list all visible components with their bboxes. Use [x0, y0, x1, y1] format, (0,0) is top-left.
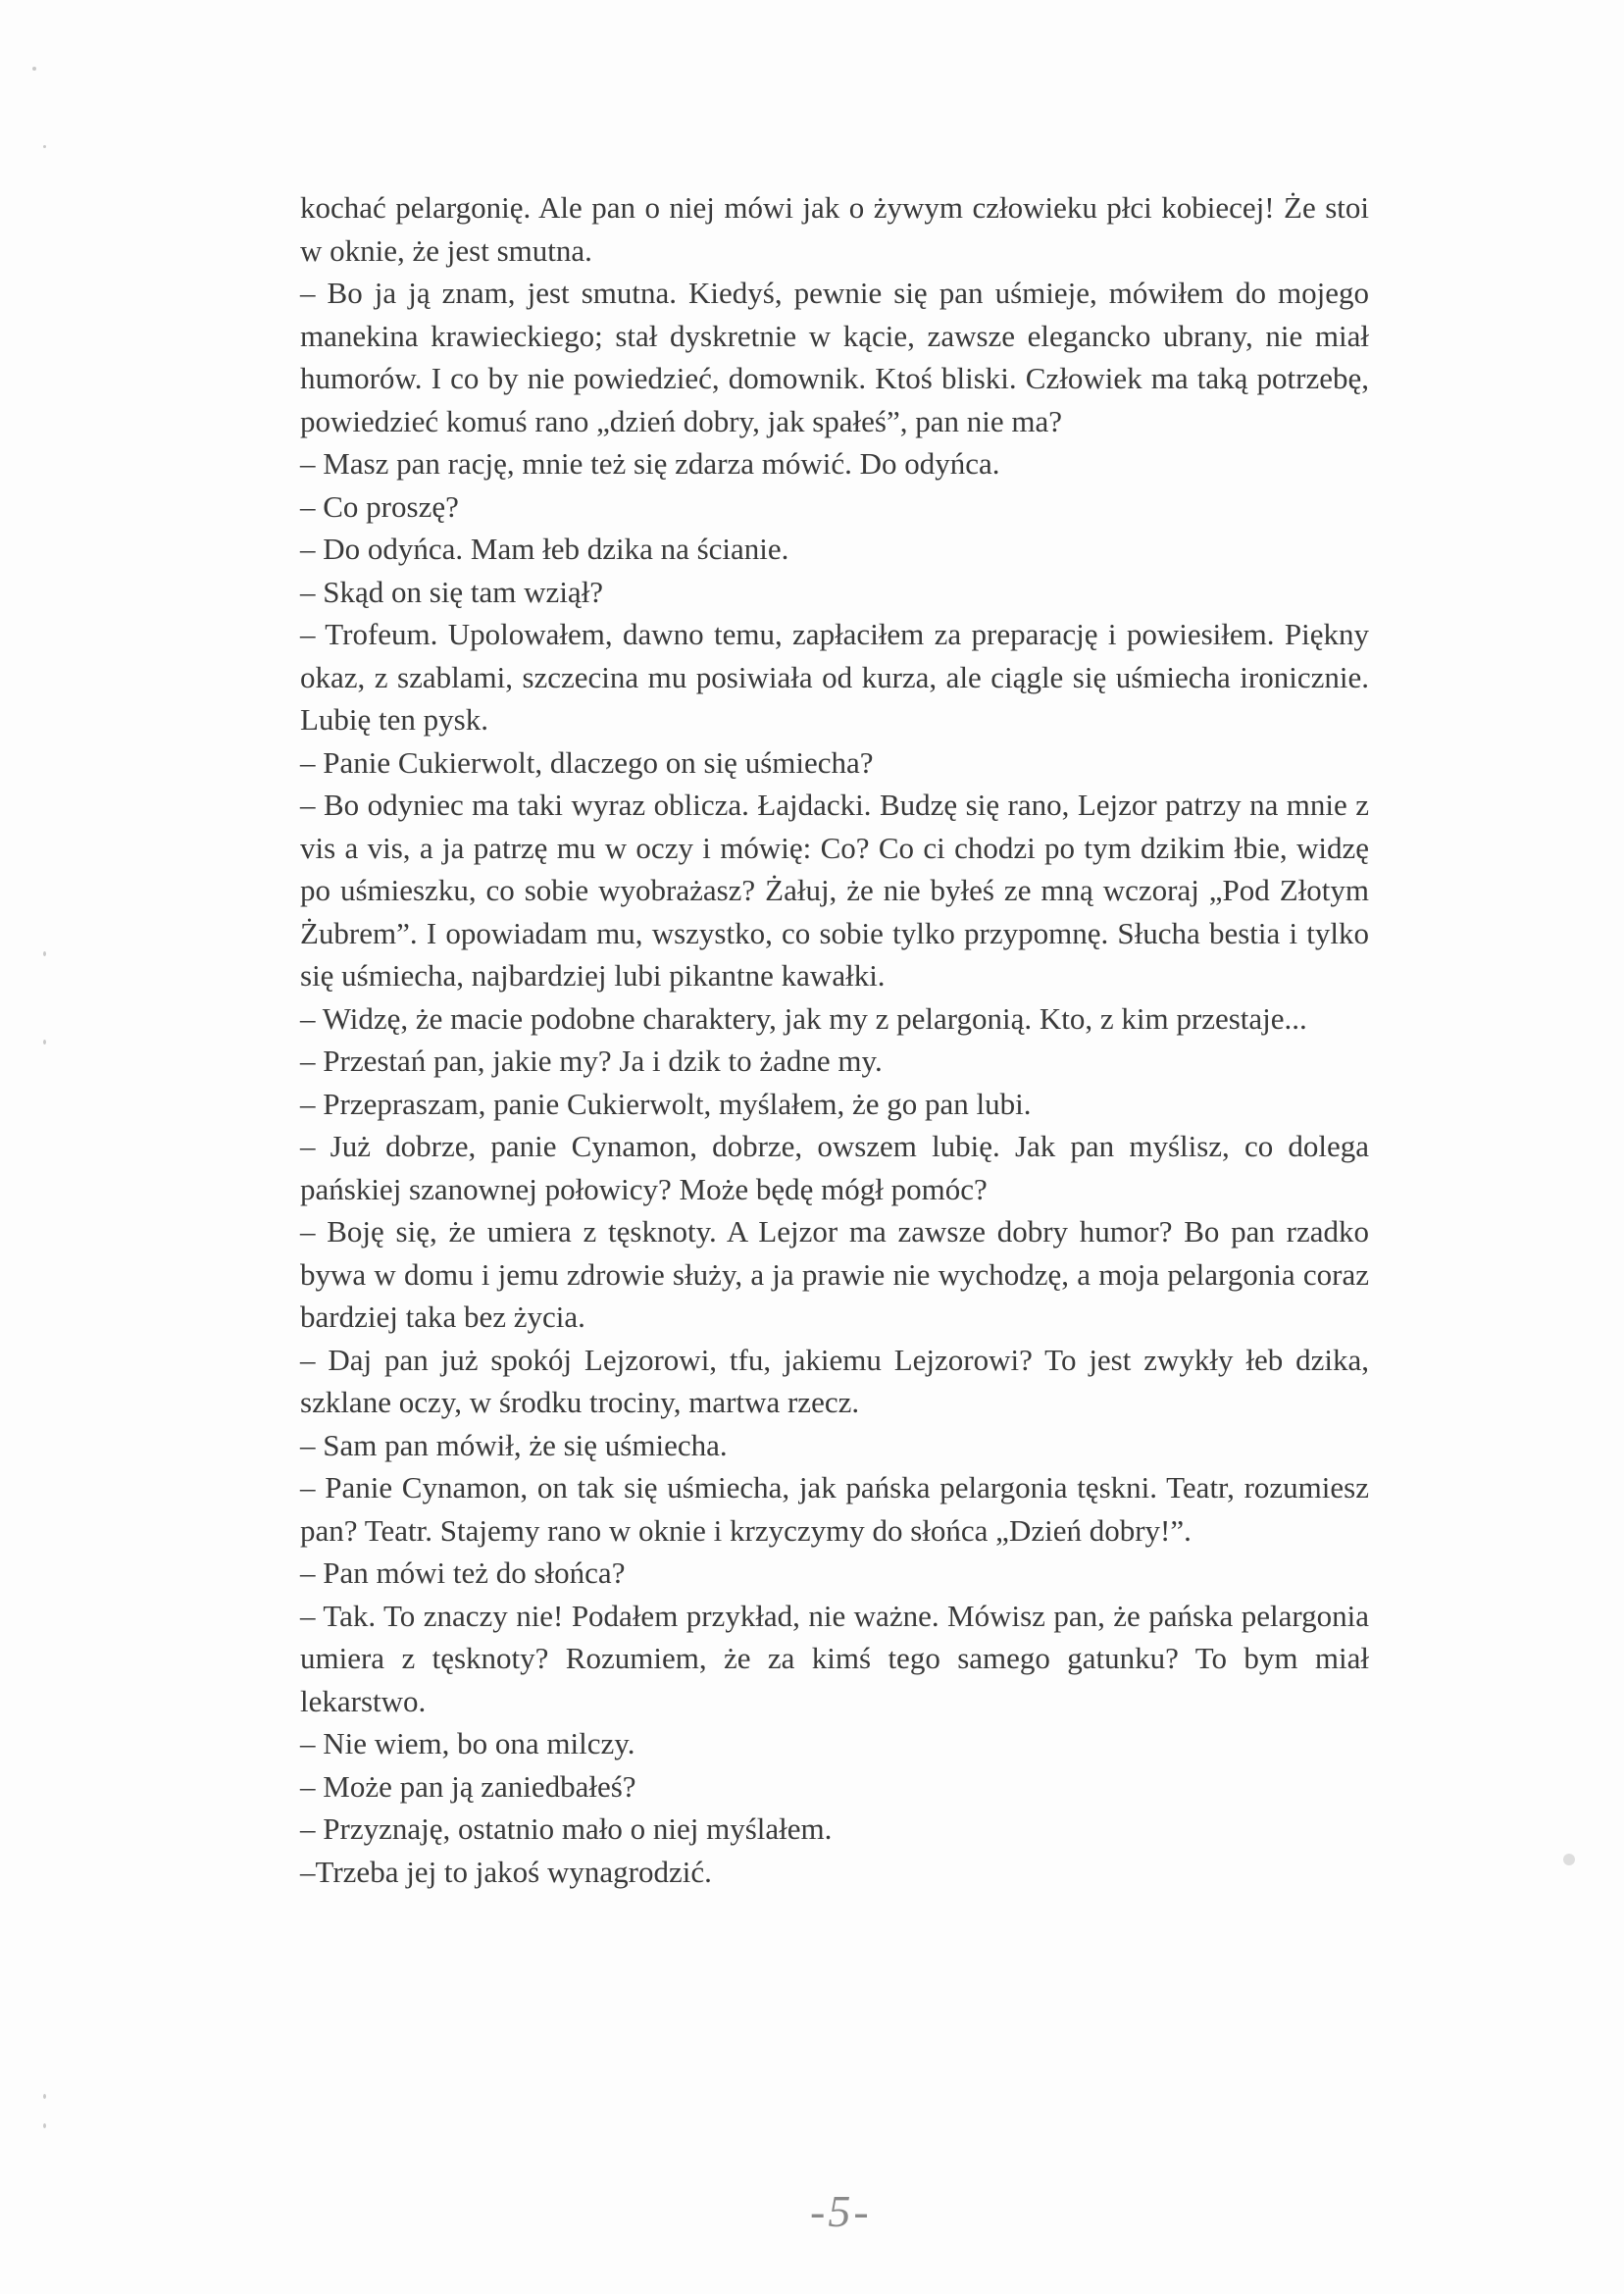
paragraph: – Boję się, że umiera z tęsknoty. A Lejzor ma zawsze dobry humor? Bo pan rzadko bywa w domu i jemu zdrowie służy, a ja prawie nie wychodzę, a moja pelargonia coraz bardziej taka bez życia. [300, 1214, 1369, 1334]
paragraph: – Panie Cynamon, on tak się uśmiecha, jak pańska pelargonia tęskni. Teatr, rozumiesz pan? Teatr. Stajemy rano w oknie i krzyczymy do słońca „Dzień dobry!”. [300, 1470, 1369, 1548]
paragraph: – Już dobrze, panie Cynamon, dobrze, owszem lubię. Jak pan myślisz, co dolega pańskiej szanownej połowicy? Może będę mógł pomóc? [300, 1129, 1369, 1206]
scan-speck [43, 145, 46, 148]
page-number: -5- [810, 2186, 872, 2236]
paragraph: – Daj pan już spokój Lejzorowi, tfu, jakiemu Lejzorowi? To jest zwykły łeb dzika, szklane oczy, w środku trociny, martwa rzecz. [300, 1342, 1369, 1419]
scan-speck [43, 951, 46, 956]
paragraph: – Może pan ją zaniedbałeś? [300, 1768, 636, 1804]
paragraph: – Nie wiem, bo ona milczy. [300, 1726, 635, 1760]
paragraph: – Przepraszam, panie Cukierwolt, myślałem, że go pan lubi. [300, 1086, 1032, 1121]
paragraph: – Przestań pan, jakie my? Ja i dzik to żadne my. [300, 1044, 883, 1078]
scan-speck [43, 2123, 46, 2128]
scan-speck [43, 1040, 46, 1045]
paragraph: – Trofeum. Upolowałem, dawno temu, zapłaciłem za preparację i powiesiłem. Piękny okaz, z szablami, szczecina mu posiwiała od kurza, ale ciągle się uśmiecha ironicznie. Lubię ten pysk. [300, 617, 1369, 737]
body-text [300, 186, 1369, 1893]
paragraph: – Do odyńca. Mam łeb dzika na ścianie. [300, 532, 789, 566]
paragraph: – Widzę, że macie podobne charaktery, jak my z pelargonią. Kto, z kim przestaje... [300, 1000, 1307, 1036]
scan-speck [32, 67, 36, 71]
paragraph: – Przyznaję, ostatnio mało o niej myślałem. [300, 1811, 833, 1846]
paragraph: – Pan mówi też do słońca? [300, 1555, 626, 1590]
scan-speck [43, 2094, 46, 2099]
paragraph: – Masz pan rację, mnie też się zdarza mówić. Do odyńca. [300, 446, 1000, 481]
paragraph: – Sam pan mówił, że się uśmiecha. [300, 1427, 728, 1462]
paragraph: –Trzeba jej to jakoś wynagrodzić. [300, 1854, 712, 1889]
scan-speck [1563, 1854, 1575, 1865]
paragraph: – Panie Cukierwolt, dlaczego on się uśmiecha? [300, 744, 874, 780]
paragraph: – Bo odyniec ma taki wyraz oblicza. Łajdacki. Budzę się rano, Lejzor patrzy na mnie z vis a vis, a ja patrzę mu w oczy i mówię: Co? Co ci chodzi po tym dzikim łbie, widzę po uśmieszku, co sobie wyobrażasz? Żałuj, że nie byłeś ze mną wczoraj „Pod Złotym Żubrem”. I opowiadam mu, wszystko, co sobie tylko przypomnę. Słucha bestia i tylko się uśmiecha, najbardziej lubi pikantne kawałki. [300, 788, 1369, 993]
paragraph: – Bo ja ją znam, jest smutna. Kiedyś, pewnie się pan uśmieje, mówiłem do mojego manekina krawieckiego; stał dyskretnie w kącie, zawsze elegancko ubrany, nie miał humorów. I co by nie powiedzieć, domownik. Ktoś bliski. Człowiek ma taką potrzebę, powiedzieć komuś rano „dzień dobry, jak spałeś”, pan nie ma? [300, 276, 1369, 438]
paragraph: – Tak. To znaczy nie! Podałem przykład, nie ważne. Mówisz pan, że pańska pelargonia umiera z tęsknoty? Rozumiem, że za kimś tego samego gatunku? To bym miał lekarstwo. [300, 1598, 1369, 1718]
paragraph: kochać pelargonię. Ale pan o niej mówi jak o żywym człowieku płci kobiecej! Że stoi w oknie, że jest smutna. [300, 190, 1369, 268]
paragraph: – Skąd on się tam wziął? [300, 574, 604, 609]
paragraph: – Co proszę? [300, 488, 459, 524]
